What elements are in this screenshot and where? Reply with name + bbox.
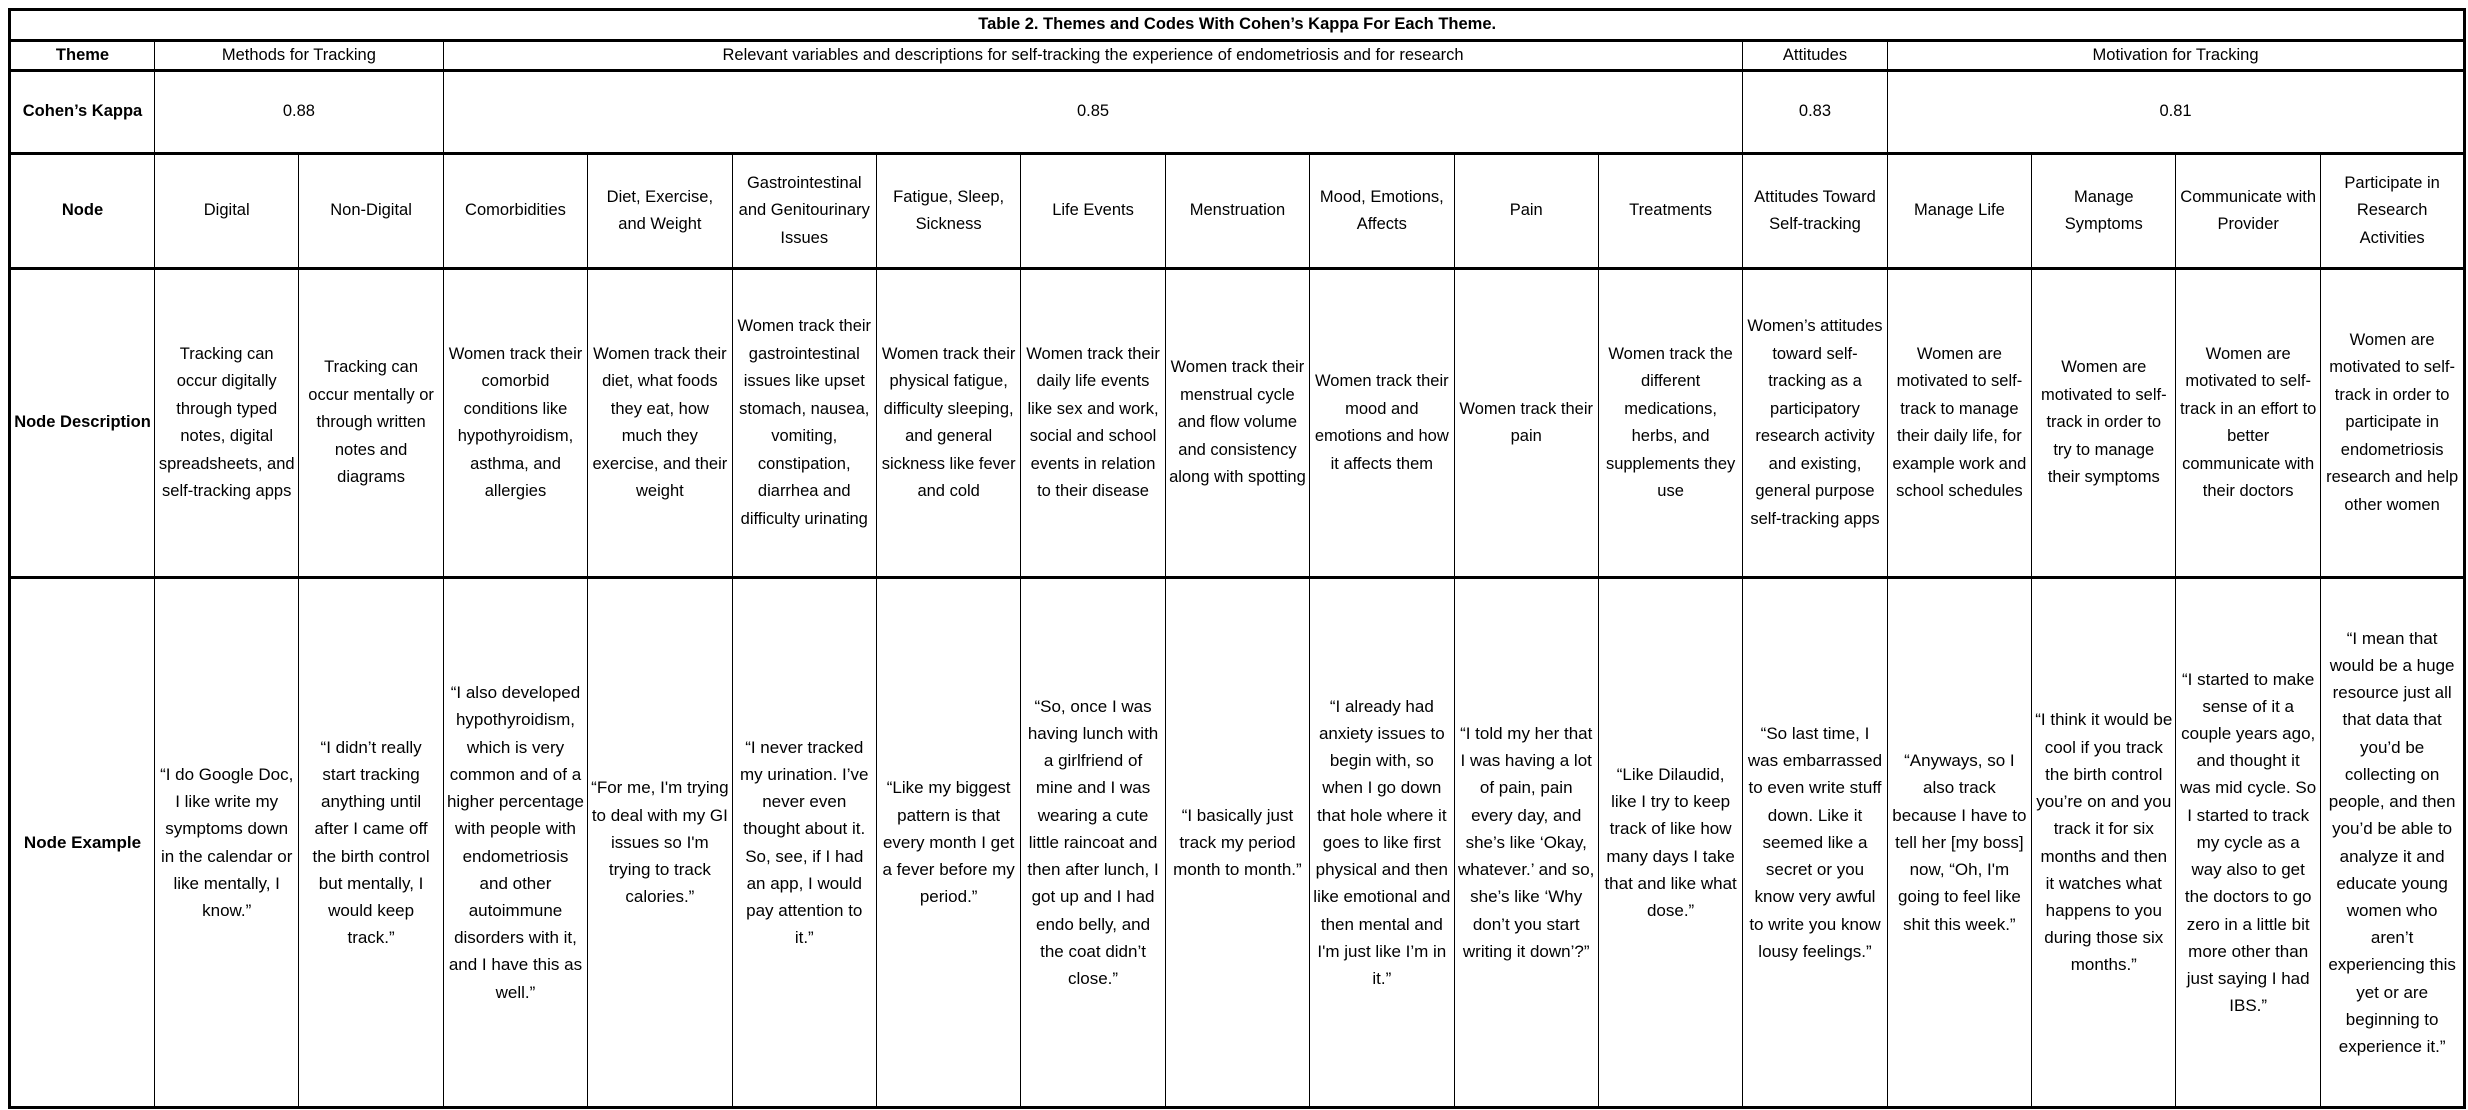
node-description-row-label: Node Description <box>10 269 155 578</box>
node-example-cell: “I told my her that I was having a lot of pain, pain every day, and she’s like ‘Okay, whatever.’ and so, she’s like ‘Why don’t you start writing it down’?” <box>1454 578 1598 1108</box>
node-name-cell: Manage Life <box>1887 154 2031 269</box>
node-description-cell: Women are motivated to self-track to manage their daily life, for example work and school schedules <box>1887 269 2031 578</box>
node-example-cell: “So last time, I was embarrassed to even write stuff down. Like it seemed like a secret or you know very awful to write you know lousy feelings.” <box>1743 578 1887 1108</box>
node-description-cell: Women track their pain <box>1454 269 1598 578</box>
node-example-cell: “I mean that would be a huge resource just all that data that you’d be collecting on people, and then you’d be able to analyze it and educate young women who aren’t experiencing this yet or are beginning to experience it.” <box>2320 578 2465 1108</box>
node-example-cell: “Anyways, so I also track because I have to tell her [my boss] now, “Oh, I'm going to feel like shit this week.” <box>1887 578 2031 1108</box>
node-example-cell: “I do Google Doc, I like write my symptoms down in the calendar or like mentally, I know.” <box>155 578 299 1108</box>
node-name-cell: Pain <box>1454 154 1598 269</box>
kappa-motivation-for-tracking: 0.81 <box>1887 71 2465 154</box>
node-description-cell: Women are motivated to self-track in an effort to better communicate with their doctors <box>2176 269 2320 578</box>
node-name-cell: Fatigue, Sleep, Sickness <box>876 154 1020 269</box>
node-example-cell: “I basically just track my period month to month.” <box>1165 578 1309 1108</box>
node-row-label: Node <box>10 154 155 269</box>
node-example-cell: “I didn’t really start tracking anything until after I came off the birth control but mentally, I would keep track.” <box>299 578 443 1108</box>
node-description-cell: Women track their diet, what foods they eat, how much they exercise, and their weight <box>588 269 732 578</box>
theme-attitudes: Attitudes <box>1743 40 1887 71</box>
node-name-cell: Mood, Emotions, Affects <box>1310 154 1454 269</box>
node-example-cell: “I already had anxiety issues to begin with, so when I go down that hole where it goes to like first physical and then like emotional and then mental and I'm just like I’m in it.” <box>1310 578 1454 1108</box>
node-description-cell: Women track their gastrointestinal issues like upset stomach, nausea, vomiting, constipation, diarrhea and difficulty urinating <box>732 269 876 578</box>
node-name-cell: Non-Digital <box>299 154 443 269</box>
theme-methods-for-tracking: Methods for Tracking <box>155 40 444 71</box>
node-example-cell: “For me, I'm trying to deal with my GI issues so I'm trying to track calories.” <box>588 578 732 1108</box>
kappa-methods-for-tracking: 0.88 <box>155 71 444 154</box>
node-example-cell: “I never tracked my urination. I’ve never even thought about it. So, see, if I had an app, I would pay attention to it.” <box>732 578 876 1108</box>
theme-row-label: Theme <box>10 40 155 71</box>
node-description-cell: Women’s attitudes toward self-tracking as a participatory research activity and existing, general purpose self-tracking apps <box>1743 269 1887 578</box>
kappa-row <box>10 71 2465 154</box>
node-example-cell: “Like my biggest pattern is that every month I get a fever before my period.” <box>876 578 1020 1108</box>
table-title: Table 2. Themes and Codes With Cohen’s Kappa For Each Theme. <box>10 10 2465 41</box>
node-description-cell: Women track their physical fatigue, difficulty sleeping, and general sickness like fever and cold <box>876 269 1020 578</box>
node-name-cell: Communicate with Provider <box>2176 154 2320 269</box>
node-name-cell: Participate in Research Activities <box>2320 154 2465 269</box>
kappa-attitudes: 0.83 <box>1743 71 1887 154</box>
table-title-row <box>10 10 2465 41</box>
kappa-relevant-variables: 0.85 <box>443 71 1743 154</box>
node-description-cell: Women track their menstrual cycle and flow volume and consistency along with spotting <box>1165 269 1309 578</box>
node-name-cell: Life Events <box>1021 154 1165 269</box>
theme-motivation-for-tracking: Motivation for Tracking <box>1887 40 2465 71</box>
node-description-cell: Women track their daily life events like sex and work, social and school events in relation to their disease <box>1021 269 1165 578</box>
kappa-row-label: Cohen’s Kappa <box>10 71 155 154</box>
node-name-cell: Treatments <box>1598 154 1742 269</box>
node-name-cell: Menstruation <box>1165 154 1309 269</box>
node-description-row <box>10 269 2465 578</box>
node-example-cell: “Like Dilaudid, like I try to keep track of like how many days I take that and like what dose.” <box>1598 578 1742 1108</box>
node-example-cell: “I think it would be cool if you track the birth control you’re on and you track it for six months and then it watches what happens to you during those six months.” <box>2032 578 2176 1108</box>
node-description-cell: Women track their comorbid conditions like hypothyroidism, asthma, and allergies <box>443 269 587 578</box>
theme-relevant-variables: Relevant variables and descriptions for self-tracking the experience of endometriosis and for research <box>443 40 1743 71</box>
node-name-cell: Diet, Exercise, and Weight <box>588 154 732 269</box>
node-description-cell: Tracking can occur digitally through typed notes, digital spreadsheets, and self-tracking apps <box>155 269 299 578</box>
node-example-cell: “I also developed hypothyroidism, which is very common and of a higher percentage with people with endometriosis and other autoimmune disorders with it, and I have this as well.” <box>443 578 587 1108</box>
node-example-cell: “So, once I was having lunch with a girlfriend of mine and I was wearing a cute little raincoat and then after lunch, I got up and I had endo belly, and the coat didn’t close.” <box>1021 578 1165 1108</box>
node-example-row-label: Node Example <box>10 578 155 1108</box>
node-name-cell: Digital <box>155 154 299 269</box>
node-example-cell: “I started to make sense of it a couple years ago, and thought it was mid cycle. So I started to track my cycle as a way also to get the doctors to go zero in a little bit more other than just saying I had IBS.” <box>2176 578 2320 1108</box>
themes-codes-table <box>8 8 2466 1109</box>
node-description-cell: Tracking can occur mentally or through written notes and diagrams <box>299 269 443 578</box>
node-description-cell: Women track the different medications, herbs, and supplements they use <box>1598 269 1742 578</box>
node-name-cell: Manage Symptoms <box>2032 154 2176 269</box>
node-description-cell: Women are motivated to self-track in order to participate in endometriosis research and help other women <box>2320 269 2465 578</box>
node-name-cell: Gastrointestinal and Genitourinary Issues <box>732 154 876 269</box>
node-name-cell: Attitudes Toward Self-tracking <box>1743 154 1887 269</box>
themes-codes-table-container <box>8 8 2466 1109</box>
node-row <box>10 154 2465 269</box>
node-description-cell: Women track their mood and emotions and how it affects them <box>1310 269 1454 578</box>
theme-row <box>10 40 2465 71</box>
node-example-row <box>10 578 2465 1108</box>
node-description-cell: Women are motivated to self-track in order to try to manage their symptoms <box>2032 269 2176 578</box>
node-name-cell: Comorbidities <box>443 154 587 269</box>
